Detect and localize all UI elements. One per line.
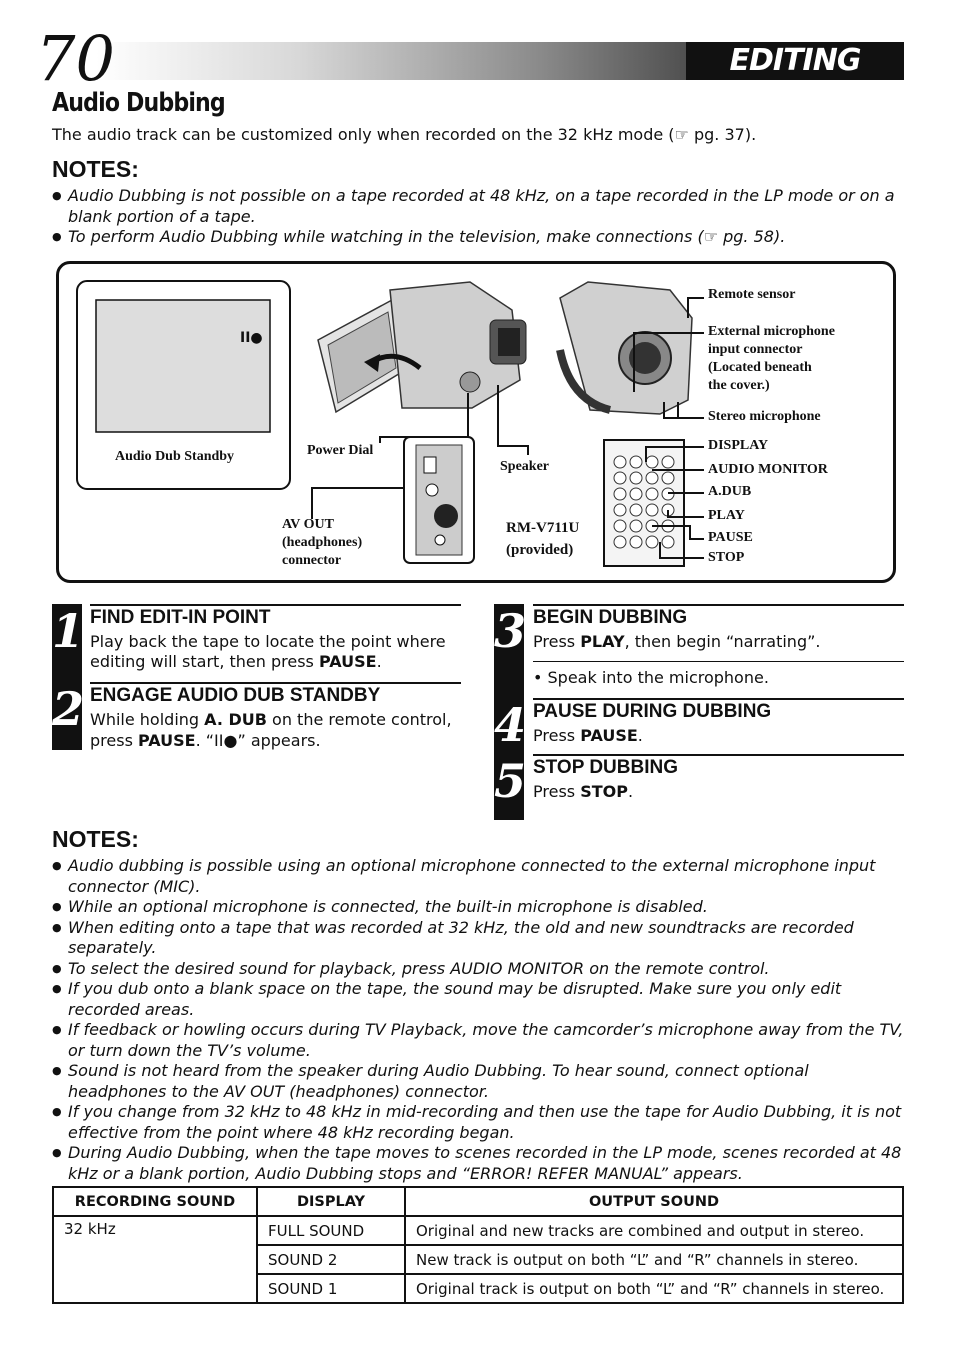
label-remote-model: RM-V711U [506, 520, 580, 536]
label-ext-mic-3: (Located beneath [708, 360, 812, 375]
notes-heading-top: NOTES: [52, 156, 139, 182]
note-item: ● To perform Audio Dubbing while watching in the television, make connections (☞ pg. 58). [52, 227, 902, 248]
audio-dub-indicator: II● [240, 330, 263, 346]
notes-heading-bottom: NOTES: [52, 826, 139, 852]
step-5-rule [533, 754, 904, 756]
step-5-text: Press STOP. [533, 782, 634, 801]
step-3-bullet: • Speak into the microphone. [533, 668, 769, 687]
label-play-button: PLAY [708, 508, 745, 523]
step-4-number: 4 [494, 698, 527, 752]
step-3-title: BEGIN DUBBING [533, 607, 688, 628]
note-item: ● During Audio Dubbing, when the tape moves to scenes recorded in the LP mode, scenes recorded at 48 kHz or a blank portion, Audio Dubbing stops and “ERROR! REFER MANUAL” appears. [52, 1143, 904, 1184]
note-item: ● If feedback or howling occurs during TV Playback, move the camcorder’s microphone away from the TV, or turn down the TV’s volume. [52, 1020, 904, 1061]
page-number: 70 [36, 22, 115, 95]
note-item: ● Audio Dubbing is not possible on a tape recorded at 48 kHz, on a tape recorded in the LP mode or on a blank portion of a tape. [52, 186, 902, 227]
step-2-rule [90, 682, 461, 684]
label-ext-mic-1: External microphone [708, 324, 835, 339]
step-4-rule [533, 698, 904, 700]
step-2-number: 2 [52, 682, 85, 736]
note-item: ● If you dub onto a blank space on the tape, the sound may be disrupted. Make sure you only edit recorded areas. [52, 979, 904, 1020]
label-av-out-connector: connector [282, 553, 342, 568]
recording-sound-cell: 32 kHz [53, 1216, 257, 1303]
step-1-rule [90, 604, 461, 606]
step-1-title: FIND EDIT-IN POINT [90, 607, 271, 628]
output-sound-table [52, 1186, 904, 1304]
output-cell: New track is output on both “L” and “R” channels in stereo. [405, 1245, 903, 1274]
label-ext-mic-2: input connector [708, 342, 803, 357]
label-remote-provided: (provided) [506, 542, 574, 558]
table-row [53, 1216, 903, 1245]
output-cell: Original track is output on both “L” and “R” channels in stereo. [405, 1274, 903, 1303]
section-intro: The audio track can be customized only when recorded on the 32 kHz mode (☞ pg. 37). [52, 125, 757, 144]
step-1-text-2: editing will start, then press PAUSE. [90, 652, 382, 671]
step-4-title: PAUSE DURING DUBBING [533, 701, 772, 722]
label-adub-button: A.DUB [708, 484, 752, 499]
section-title: Audio Dubbing [52, 88, 225, 118]
step-3-number: 3 [494, 604, 527, 658]
step-5-number: 5 [494, 754, 527, 808]
note-item: ● Audio dubbing is possible using an optional microphone connected to the external microphone input connector (MIC). [52, 856, 904, 897]
note-item: ● When editing onto a tape that was recorded at 32 kHz, the old and new soundtracks are recorded separately. [52, 918, 904, 959]
note-item: ● Sound is not heard from the speaker during Audio Dubbing. To hear sound, connect optional headphones to the AV OUT (headphones) connector. [52, 1061, 904, 1102]
note-item: ● To select the desired sound for playback, press AUDIO MONITOR on the remote control. [52, 959, 904, 980]
column-header: OUTPUT SOUND [405, 1187, 903, 1216]
label-pause-button: PAUSE [708, 530, 753, 545]
label-speaker: Speaker [500, 459, 549, 474]
label-av-out: AV OUT [282, 517, 335, 532]
note-item: ● While an optional microphone is connected, the built-in microphone is disabled. [52, 897, 904, 918]
table-header-row [53, 1187, 903, 1216]
step-2-text-2: press PAUSE. “II●” appears. [90, 731, 321, 750]
display-cell: FULL SOUND [257, 1216, 405, 1245]
step-3-rule [533, 604, 904, 606]
notes-list-bottom [52, 856, 904, 1184]
label-power-dial: Power Dial [307, 443, 374, 458]
note-item: ● If you change from 32 kHz to 48 kHz in mid-recording and then use the tape for Audio Dubbing, it is not effective from the point where 48 kHz recording began. [52, 1102, 904, 1143]
step-3-divider [533, 661, 904, 662]
step-2-title: ENGAGE AUDIO DUB STANDBY [90, 685, 381, 706]
display-cell: SOUND 2 [257, 1245, 405, 1274]
label-stereo-mic: Stereo microphone [708, 409, 821, 424]
label-av-out-headphones: (headphones) [282, 535, 363, 550]
label-remote-sensor: Remote sensor [708, 287, 796, 302]
step-1-number: 1 [52, 604, 85, 658]
step-4-text: Press PAUSE. [533, 726, 643, 745]
page-title-suffix: (Cont.) [752, 89, 838, 114]
lcd-screen [96, 300, 270, 432]
step-3-text: Press PLAY, then begin “narrating”. [533, 632, 821, 651]
label-ext-mic-4: the cover.) [708, 378, 770, 393]
camcorder-front-icon [560, 282, 692, 414]
screen-caption: Audio Dub Standby [115, 449, 235, 464]
camcorder-side-icon [318, 282, 526, 412]
column-header: DISPLAY [257, 1187, 405, 1216]
display-cell: SOUND 1 [257, 1274, 405, 1303]
diagram-illustration [0, 0, 954, 600]
output-cell: Original and new tracks are combined and output in stereo. [405, 1216, 903, 1245]
label-display-button: DISPLAY [708, 438, 769, 453]
page-title: EDITING (Cont.) [729, 43, 861, 114]
step-5-title: STOP DUBBING [533, 757, 678, 778]
label-stop-button: STOP [708, 550, 745, 565]
column-header: RECORDING SOUND [53, 1187, 257, 1216]
label-audio-monitor-button: AUDIO MONITOR [708, 462, 828, 477]
step-2-text-1: While holding A. DUB on the remote control, [90, 710, 452, 729]
step-1-text-1: Play back the tape to locate the point where [90, 632, 446, 651]
